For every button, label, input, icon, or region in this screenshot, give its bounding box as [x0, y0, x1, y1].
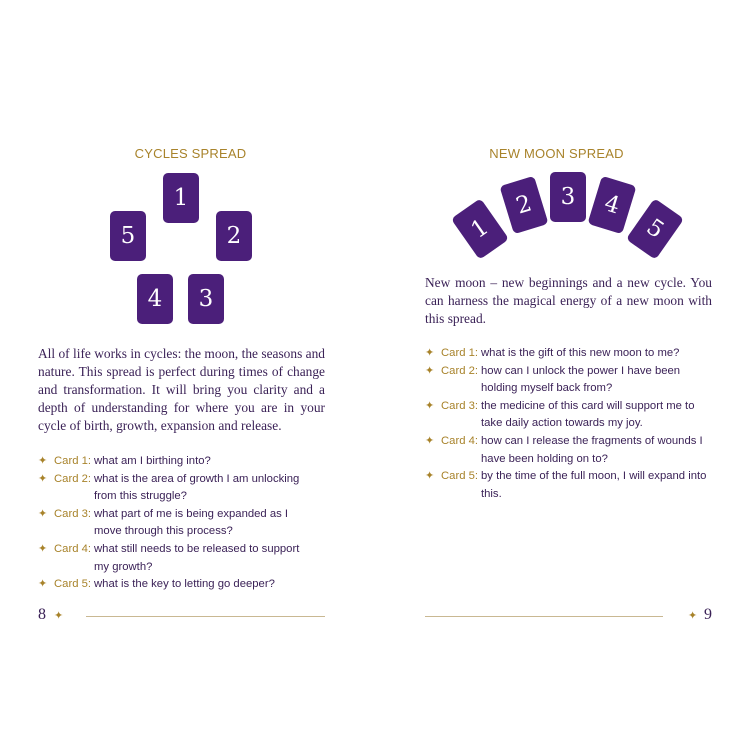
tarot-card-2: 2	[216, 211, 252, 261]
star-icon: ✦	[688, 610, 698, 622]
tarot-card-3: 3	[550, 172, 586, 222]
card-question: how can I unlock the power I have been holding myself back from?	[481, 364, 681, 395]
card-question: how can I release the fragments of wounds I have been holding on to?	[481, 434, 703, 465]
list-item	[425, 363, 715, 398]
list-item	[38, 541, 328, 576]
card-question: what is the area of growth I am unlocking from this struggle?	[94, 472, 300, 503]
intro-paragraph: All of life works in cycles: the moon, the seasons and nature. This spread is perfect during times of change and transformation. It will bring you clarity and a depth of understanding for where you are in your cycle of birth, growth, expansion and release.	[38, 346, 325, 433]
page-title: NEW MOON SPREAD	[489, 146, 624, 161]
tarot-card-4: 4	[137, 274, 173, 324]
star-icon: ✦	[425, 364, 435, 377]
star-icon: ✦	[38, 507, 48, 520]
tarot-card-5: 5	[110, 211, 146, 261]
page-number: 9	[704, 606, 712, 623]
star-icon: ✦	[38, 542, 48, 555]
star-icon: ✦	[38, 578, 48, 591]
star-icon: ✦	[425, 470, 435, 483]
tarot-card-5: 5	[626, 198, 684, 260]
card-label: Card 1:	[441, 347, 479, 359]
list-item	[425, 433, 715, 468]
list-item	[425, 398, 715, 433]
tarot-card-2: 2	[499, 176, 548, 234]
star-icon: ✦	[54, 610, 64, 622]
list-item	[38, 506, 328, 541]
list-item	[38, 453, 328, 471]
card-label: Card 3:	[54, 507, 92, 520]
page-number: 8	[38, 606, 46, 623]
right-page	[375, 0, 750, 750]
star-icon: ✦	[425, 434, 435, 447]
tarot-card-1: 1	[451, 198, 509, 260]
card-label: Card 2:	[441, 364, 479, 377]
card-list	[425, 345, 715, 503]
card-question: what is the key to letting go deeper?	[94, 578, 275, 591]
card-label: Card 4:	[441, 434, 479, 447]
card-question: what am I birthing into?	[94, 455, 211, 467]
card-question: what still needs to be released to support my growth?	[94, 542, 300, 573]
list-item	[38, 471, 328, 506]
card-label: Card 3:	[441, 399, 479, 412]
card-question: the medicine of this card will support me to take daily action towards my joy.	[481, 399, 695, 430]
star-icon: ✦	[425, 399, 435, 412]
list-item	[425, 345, 715, 363]
card-label: Card 5:	[441, 470, 479, 483]
footer-rule	[86, 616, 325, 617]
list-item	[425, 468, 715, 503]
card-question: what part of me is being expanded as I move through this process?	[94, 507, 289, 538]
footer-rule	[425, 616, 663, 617]
card-list	[38, 453, 328, 594]
card-label: Card 1:	[54, 455, 92, 467]
intro-paragraph: New moon – new beginnings and a new cycle. You can harness the magical energy of a new moon with this spread.	[425, 275, 712, 326]
card-question: what is the gift of this new moon to me?	[481, 347, 680, 359]
tarot-card-1: 1	[163, 173, 199, 223]
tarot-card-4: 4	[587, 176, 636, 234]
card-question: by the time of the full moon, I will expand into this.	[481, 470, 707, 500]
star-icon: ✦	[38, 455, 48, 467]
page-title: CYCLES SPREAD	[134, 146, 247, 161]
card-label: Card 4:	[54, 542, 92, 555]
tarot-card-3: 3	[188, 274, 224, 324]
star-icon: ✦	[38, 472, 48, 485]
card-label: Card 2:	[54, 472, 92, 485]
star-icon: ✦	[425, 347, 435, 359]
list-item	[38, 576, 328, 594]
card-label: Card 5:	[54, 578, 92, 591]
